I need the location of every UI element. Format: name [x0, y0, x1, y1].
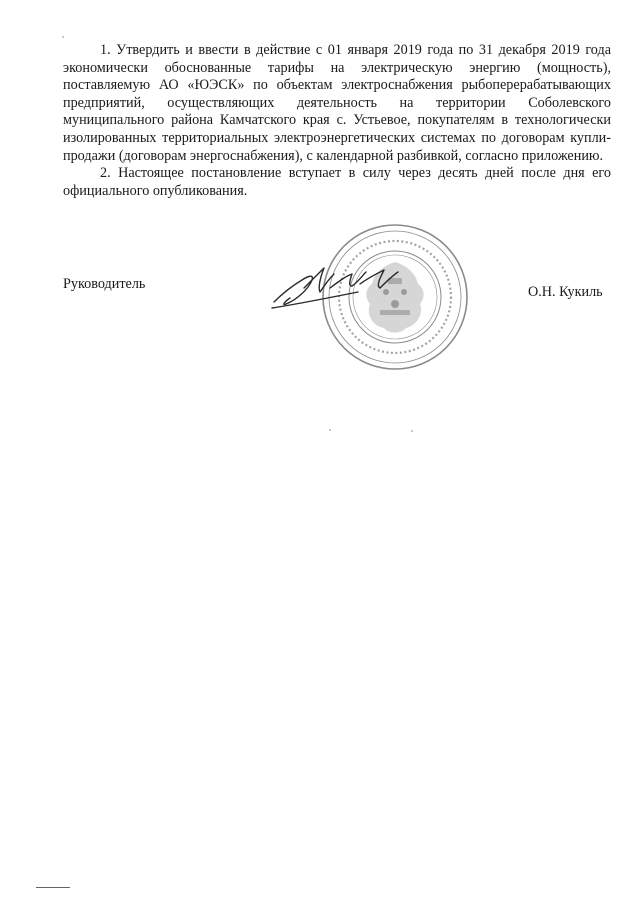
- signer-name: О.Н. Кукиль: [528, 284, 603, 300]
- paragraph-1: 1. Утвердить и ввести в действие с 01 января 2019 года по 31 декабря 2019 года экономически обоснованные тарифы на электрическую энергию (мощность), поставляемую АО «ЮЭСК» по объектам электроснабжения рыбоперерабатывающих предприятий, осуществляющих деятельность на территории Соболевского муниципального района Камчатского края с. Устьевое, покупателям в технологически изолированных территориальных электроэнергетических системах по договорам купли-продажи (договорам энергоснабжения), с календарной разбивкой, согласно приложению.: [63, 42, 611, 164]
- document-body: [63, 42, 611, 200]
- paragraph-2: 2. Настоящее постановление вступает в силу через десять дней после дня его официального опубликования.: [63, 165, 611, 199]
- scan-speck: [329, 429, 331, 431]
- signer-position: Руководитель: [63, 276, 146, 292]
- scan-speck: [62, 36, 64, 38]
- footer-rule: [36, 887, 70, 888]
- signature-block: [63, 272, 623, 362]
- scan-speck: [411, 430, 413, 432]
